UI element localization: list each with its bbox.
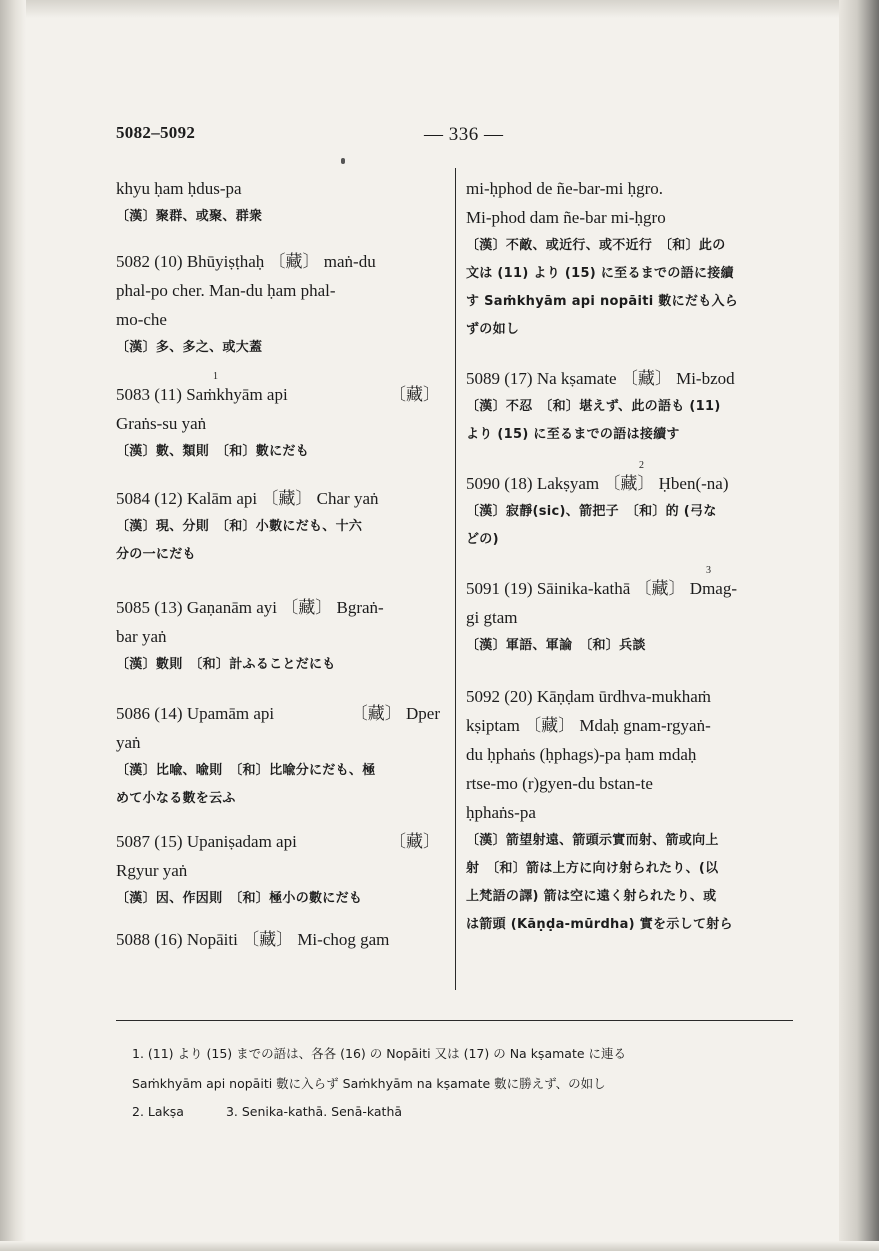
entry-headline-text: 5083 (11) Saṁkhyām api xyxy=(116,385,288,404)
right-column xyxy=(466,170,796,939)
entry-5088 xyxy=(116,925,446,954)
chinese-japanese-gloss: めて小なる數を云ふ xyxy=(116,791,236,806)
column-divider xyxy=(455,168,456,990)
chinese-japanese-gloss: どの) xyxy=(466,532,499,547)
entry-line: Mi-phod dam ñe-bar mi-ḥgro xyxy=(466,208,666,227)
chinese-japanese-gloss: 〔漢〕因、作因則 〔和〕極小の數にだも xyxy=(116,891,363,906)
entry-headline xyxy=(116,380,446,409)
entry-headline: 5082 (10) Bhūyiṣṭhaḥ 〔藏〕 maṅ-du xyxy=(116,252,376,271)
chinese-japanese-gloss: 〔漢〕軍語、軍論 〔和〕兵談 xyxy=(466,638,646,653)
entry-headline-text: 5087 (15) Upaniṣadam api xyxy=(116,832,297,851)
entry-5089 xyxy=(466,364,796,449)
entry-line: kṣiptam 〔藏〕 Mdaḥ gnam-rgyaṅ- xyxy=(466,716,711,735)
tibetan-tag: 〔藏〕 Dper xyxy=(350,704,440,723)
chinese-japanese-gloss: は箭頭 (Kāṇḍa-mūrdha) 實を示して射ら xyxy=(466,917,733,932)
entry-headline: 5092 (20) Kāṇḍam ūrdhva-mukhaṁ xyxy=(466,687,712,706)
entry-line: du ḥphaṅs (ḥphags)-pa ḥam mdaḥ xyxy=(466,745,697,764)
footnote-marker: 2 xyxy=(639,460,644,471)
scan-edge-top xyxy=(0,0,879,18)
footnotes-2-3 xyxy=(132,1104,402,1119)
entry-5084 xyxy=(116,484,446,569)
entry-headline: 5088 (16) Nopāiti 〔藏〕 Mi-chog gam xyxy=(116,930,390,949)
entry-headline: 5085 (13) Gaṇanām ayi 〔藏〕 Bgraṅ- xyxy=(116,598,384,617)
footnote-1-line-2: Saṁkhyām api nopāiti 數に入らず Saṁkhyām na kṣamate 數に勝えず、の如し xyxy=(132,1076,606,1091)
entry-line: bar yaṅ xyxy=(116,627,167,646)
chinese-japanese-gloss: 〔漢〕比喩、喩則 〔和〕比喩分にだも、極 xyxy=(116,763,376,778)
entry-headline-text: 5086 (14) Upamām api xyxy=(116,704,275,723)
entry-5085 xyxy=(116,593,446,679)
entry-line: phal-po cher. Man-du ḥam phal- xyxy=(116,281,336,300)
entry-headline xyxy=(116,699,446,728)
entry-headline: 5084 (12) Kalām api 〔藏〕 Char yaṅ xyxy=(116,489,379,508)
chinese-japanese-gloss: 〔漢〕箭望射遠、箭頭示實而射、箭或向上 xyxy=(466,833,719,848)
footnote-marker: 3 xyxy=(706,565,711,576)
entry-continuation-khyu xyxy=(116,174,446,231)
tibetan-tag: 〔藏〕 xyxy=(389,832,440,851)
chinese-japanese-gloss: 〔漢〕數、類則 〔和〕數にだも xyxy=(116,444,310,459)
chinese-japanese-gloss: より (15) に至るまでの語は接續す xyxy=(466,427,680,442)
entry-line: Rgyur yaṅ xyxy=(116,861,188,880)
footnote-2: 2. Lakṣa xyxy=(132,1104,184,1119)
entry-line: yaṅ xyxy=(116,733,141,752)
chinese-japanese-gloss: 射 〔和〕箭は上方に向け射られたり、(以 xyxy=(466,861,719,876)
entry-5091 xyxy=(466,565,796,660)
footnote-marker: 1 xyxy=(213,371,218,382)
chinese-japanese-gloss: 上梵語の譯) 箭は空に遠く射られたり、或 xyxy=(466,889,717,904)
entry-5083 xyxy=(116,371,446,466)
scan-edge-right xyxy=(839,0,879,1251)
entry-headline: 5090 (18) Lakṣyam 〔藏〕 Ḥben(-na) xyxy=(466,474,729,493)
chinese-japanese-gloss: 〔漢〕不敵、或近行、或不近行 〔和〕此の xyxy=(466,238,726,253)
tibetan-tag: 〔藏〕 xyxy=(389,385,440,404)
entry-range-header: 5082–5092 xyxy=(116,123,196,142)
entry-line: khyu ḥam ḥdus-pa xyxy=(116,179,242,198)
entry-headline: 5091 (19) Sāinika-kathā 〔藏〕 Dmag- xyxy=(466,579,737,598)
entry-5090 xyxy=(466,460,796,554)
left-column xyxy=(116,170,446,954)
entry-5082 xyxy=(116,247,446,362)
page-number: — 336 — xyxy=(424,124,504,145)
entry-line: gi gtam xyxy=(466,608,518,627)
chinese-japanese-gloss: 文は (11) より (15) に至るまでの語に接續 xyxy=(466,266,734,281)
entry-5092 xyxy=(466,682,796,939)
chinese-japanese-gloss: 〔漢〕聚群、或聚、群衆 xyxy=(116,209,263,224)
footnote-rule xyxy=(116,1020,793,1021)
entry-line: mo-che xyxy=(116,310,167,329)
footnote-1-line-1: 1. (11) より (15) までの語は、各各 (16) の Nopāiti 又は (17) の Na kṣamate に連る xyxy=(132,1046,627,1061)
scan-edge-left xyxy=(0,0,26,1251)
ink-speck xyxy=(341,158,345,164)
scan-edge-bottom xyxy=(0,1241,879,1251)
chinese-japanese-gloss: 〔漢〕多、多之、或大蓋 xyxy=(116,340,263,355)
entry-line: mi-ḥphod de ñe-bar-mi ḥgro. xyxy=(466,179,663,198)
chinese-japanese-gloss: 分の一にだも xyxy=(116,547,196,562)
entry-headline xyxy=(116,827,446,856)
entry-headline: 5089 (17) Na kṣamate 〔藏〕 Mi-bzod xyxy=(466,369,735,388)
footnote-3: 3. Senika-kathā. Senā-kathā xyxy=(225,1104,403,1119)
chinese-japanese-gloss: 〔漢〕寂靜(sic)、箭把子 〔和〕的 (弓な xyxy=(466,504,717,519)
chinese-japanese-gloss: す Saṁkhyām api nopāiti 數にだも入ら xyxy=(466,294,739,309)
chinese-japanese-gloss: 〔漢〕現、分則 〔和〕小數にだも、十六 xyxy=(116,519,363,534)
entry-line: Graṅs-su yaṅ xyxy=(116,414,207,433)
entry-line: ḥphaṅs-pa xyxy=(466,803,536,822)
chinese-japanese-gloss: 〔漢〕數則 〔和〕計ふることだにも xyxy=(116,657,336,672)
entry-5086 xyxy=(116,699,446,813)
chinese-japanese-gloss: 〔漢〕不忍 〔和〕堪えず、此の語も (11) xyxy=(466,399,721,414)
entry-5087 xyxy=(116,827,446,913)
entry-line: rtse-mo (r)gyen-du bstan-te xyxy=(466,774,653,793)
chinese-japanese-gloss: ずの如し xyxy=(466,322,520,337)
entry-continuation-mi xyxy=(466,174,796,344)
